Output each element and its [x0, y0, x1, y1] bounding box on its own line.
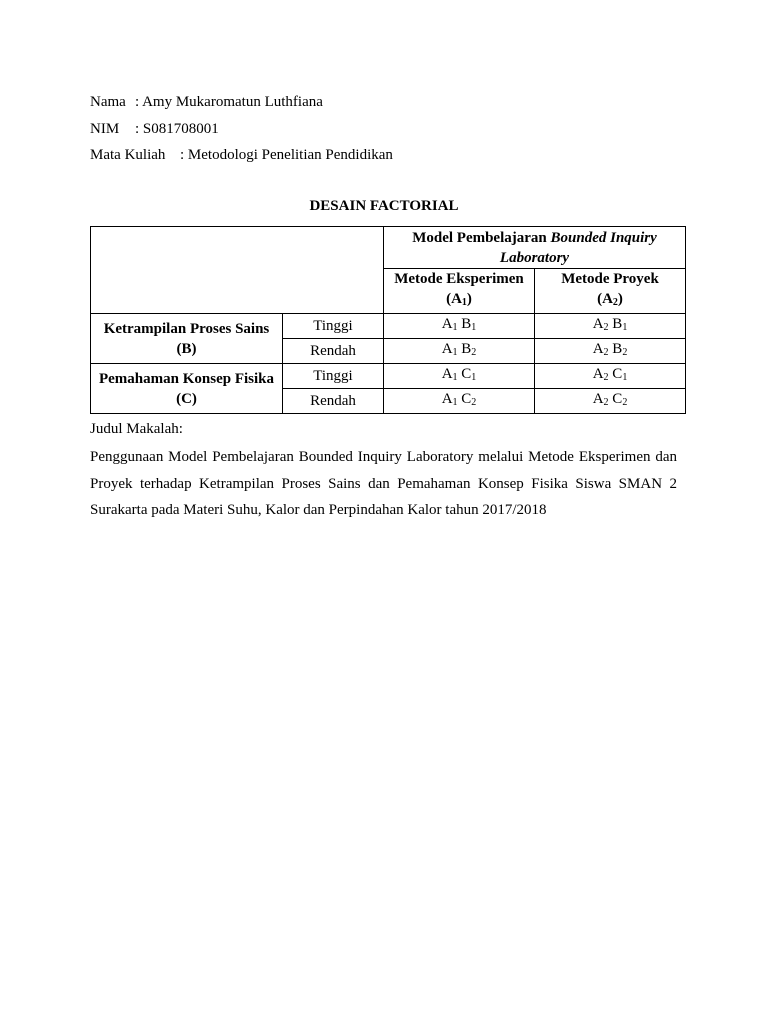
combo-b-sub: 1 [622, 372, 628, 383]
nim-label: NIM [90, 120, 120, 137]
combo-a-sub: 2 [603, 397, 609, 408]
combo-b-sub: 2 [622, 397, 628, 408]
method-code-subscript: 1 [461, 297, 467, 308]
nim-value: : S081708001 [135, 120, 219, 137]
factor-label: Ketrampilan Proses Sains [103, 320, 270, 337]
combo-a-sub: 1 [452, 322, 458, 333]
combo-b: C [457, 366, 472, 382]
empty-corner-cell [91, 227, 384, 314]
combo-b: B [608, 341, 623, 357]
level-cell: Rendah [283, 339, 384, 364]
model-header-cell [384, 227, 686, 269]
design-title: DESAIN FACTORIAL [309, 198, 459, 214]
nim-row [90, 118, 393, 145]
factor-code: (C) [176, 390, 197, 407]
level-cell: Rendah [283, 389, 384, 414]
combo-a: A [441, 391, 453, 407]
combo-b-sub: 1 [471, 372, 477, 383]
combo-a: A [592, 341, 604, 357]
combo-cell [384, 314, 535, 339]
combo-a: A [441, 366, 453, 382]
table-row [91, 314, 686, 339]
level-cell: Tinggi [283, 364, 384, 389]
method-code: (A [446, 291, 462, 307]
combo-b: B [608, 316, 623, 332]
combo-a-sub: 2 [603, 322, 609, 333]
judul-text: Penggunaan Model Pembelajaran Bounded Inquiry Laboratory melalui Metode Eksperimen dan Proyek terhadap Ketrampilan Proses Sains dan Pemahaman Konsep Fisika Siswa SMAN 2 Surakarta pada Materi Suhu, Kalor dan Perpindahan Kalor tahun 2017/2018 [90, 449, 677, 518]
method-proyek-cell [535, 269, 686, 314]
combo-b: C [457, 391, 472, 407]
table-row [91, 364, 686, 389]
student-info [90, 91, 393, 171]
factor-c-cell [91, 364, 283, 414]
mata-kuliah-label: Mata Kuliah [90, 147, 166, 163]
factorial-design-table [90, 226, 686, 414]
combo-a: A [592, 391, 604, 407]
factor-b-cell [91, 314, 283, 364]
combo-b: C [608, 391, 623, 407]
combo-a-sub: 2 [603, 347, 609, 358]
method-label: Metode Proyek [561, 271, 659, 287]
nama-label: Nama [90, 94, 126, 110]
mata-kuliah-value: : Metodologi Penelitian Pendidikan [180, 147, 393, 163]
combo-cell [384, 364, 535, 389]
combo-cell [535, 389, 686, 414]
combo-cell [535, 339, 686, 364]
combo-a-sub: 1 [452, 397, 458, 408]
mata-kuliah-row [90, 144, 393, 171]
combo-b-sub: 1 [622, 322, 628, 333]
combo-a: A [441, 316, 453, 332]
combo-cell [535, 364, 686, 389]
factor-label: Pemahaman Konsep Fisika [98, 370, 275, 387]
combo-b: B [457, 341, 472, 357]
combo-b: C [608, 366, 623, 382]
combo-cell [535, 314, 686, 339]
combo-b-sub: 2 [471, 397, 477, 408]
method-code-subscript: 2 [612, 297, 618, 308]
combo-a-sub: 2 [603, 372, 609, 383]
nama-row [90, 91, 393, 118]
combo-a-sub: 1 [452, 347, 458, 358]
method-code: (A [597, 291, 613, 307]
judul-label: Judul Makalah: [90, 421, 183, 437]
model-header-prefix: Model Pembelajaran [412, 229, 551, 246]
combo-a: A [441, 341, 453, 357]
table-header-row [91, 227, 686, 269]
combo-a: A [592, 366, 604, 382]
method-eksperimen-cell [384, 269, 535, 314]
combo-a: A [592, 316, 604, 332]
combo-b-sub: 2 [622, 347, 628, 358]
method-code-close: ) [466, 291, 472, 307]
combo-cell [384, 339, 535, 364]
combo-a-sub: 1 [452, 372, 458, 383]
factor-code: (B) [176, 340, 197, 357]
combo-b-sub: 2 [471, 347, 477, 358]
model-header-italic: Bounded Inquiry Laboratory [499, 229, 657, 266]
nama-value: : Amy Mukaromatun Luthfiana [135, 94, 323, 110]
method-label: Metode Eksperimen [394, 271, 524, 287]
combo-cell [384, 389, 535, 414]
method-code-close: ) [617, 291, 623, 307]
combo-b: B [457, 316, 472, 332]
combo-b-sub: 1 [471, 322, 477, 333]
level-cell: Tinggi [283, 314, 384, 339]
